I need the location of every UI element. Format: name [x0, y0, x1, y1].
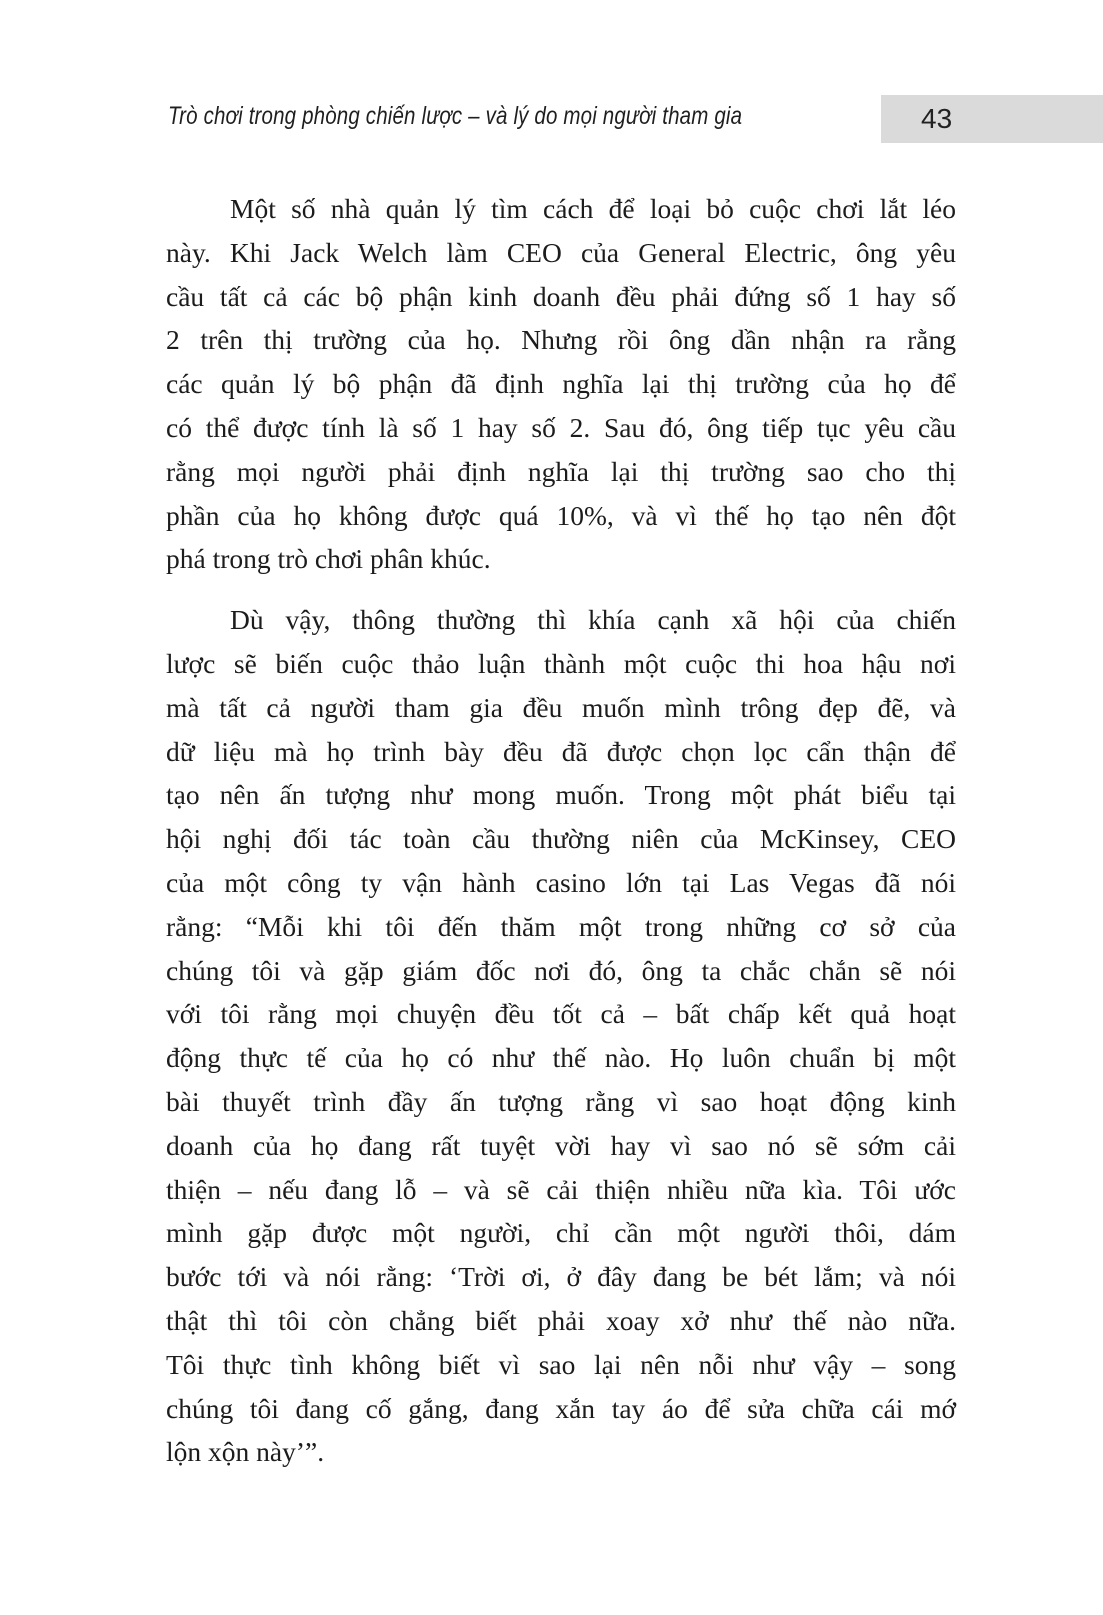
body-text — [166, 187, 956, 1474]
text-line: các quản lý bộ phận đã định nghĩa lại thị trường của họ để — [166, 368, 956, 400]
text-line: phần của họ không được quá 10%, và vì thế họ tạo nên đột — [166, 499, 956, 531]
text-line: thật thì tôi còn chẳng biết phải xoay xở như thế nào nữa. — [166, 1304, 956, 1336]
paragraph — [166, 187, 956, 581]
page-number-box — [881, 95, 1103, 143]
text-line: có thể được tính là số 1 hay số 2. Sau đó, ông tiếp tục yêu cầu — [166, 411, 956, 443]
text-line: rằng: “Mỗi khi tôi đến thăm một trong những cơ sở của — [166, 910, 956, 942]
text-line: cầu tất cả các bộ phận kinh doanh đều phải đứng số 1 hay số — [166, 280, 956, 312]
text-line: Dù vậy, thông thường thì khía cạnh xã hội của chiến — [230, 604, 956, 636]
text-line: lược sẽ biến cuộc thảo luận thành một cuộc thi hoa hậu nơi — [166, 647, 956, 679]
text-line: phá trong trò chơi phân khúc. — [166, 543, 491, 575]
text-line: doanh của họ đang rất tuyệt vời hay vì sao nó sẽ sớm cải — [166, 1129, 956, 1161]
text-line: thiện – nếu đang lỗ – và sẽ cải thiện nhiều nữa kìa. Tôi ước — [166, 1173, 956, 1205]
text-line: 2 trên thị trường của họ. Nhưng rồi ông dần nhận ra rằng — [166, 324, 956, 356]
text-line: tạo nên ấn tượng như mong muốn. Trong một phát biểu tại — [166, 779, 956, 811]
text-line: mình gặp được một người, chỉ cần một người thôi, dám — [166, 1217, 956, 1249]
text-line: của một công ty vận hành casino lớn tại Las Vegas đã nói — [166, 866, 956, 898]
page-number: 43 — [921, 103, 953, 134]
text-line: bước tới và nói rằng: ‘Trời ơi, ở đây đang be bét lắm; và nói — [166, 1261, 956, 1293]
paragraph — [166, 598, 956, 1474]
text-line: lộn xộn này’”. — [166, 1436, 325, 1468]
text-line: với tôi rằng mọi chuyện đều tốt cả – bất chấp kết quả hoạt — [166, 998, 956, 1030]
running-header-title: Trò chơi trong phòng chiến lược – và lý do mọi người tham gia — [168, 102, 743, 130]
text-line: dữ liệu mà họ trình bày đều đã được chọn lọc cẩn thận để — [166, 735, 956, 767]
text-line: mà tất cả người tham gia đều muốn mình trông đẹp đẽ, và — [166, 691, 956, 723]
text-line: Một số nhà quản lý tìm cách để loại bỏ cuộc chơi lắt léo — [230, 193, 956, 224]
text-line: chúng tôi đang cố gắng, đang xắn tay áo để sửa chữa cái mớ — [166, 1392, 956, 1424]
text-line: Tôi thực tình không biết vì sao lại nên nỗi như vậy – song — [166, 1348, 956, 1380]
text-line: chúng tôi và gặp giám đốc nơi đó, ông ta chắc chắn sẽ nói — [166, 954, 956, 986]
text-line: bài thuyết trình đầy ấn tượng rằng vì sao hoạt động kinh — [166, 1085, 956, 1117]
text-line: động thực tế của họ có như thế nào. Họ luôn chuẩn bị một — [166, 1042, 956, 1074]
text-line: rằng mọi người phải định nghĩa lại thị trường sao cho thị — [166, 455, 956, 487]
text-line: này. Khi Jack Welch làm CEO của General Electric, ông yêu — [166, 236, 956, 268]
text-line: hội nghị đối tác toàn cầu thường niên của McKinsey, CEO — [166, 823, 956, 855]
